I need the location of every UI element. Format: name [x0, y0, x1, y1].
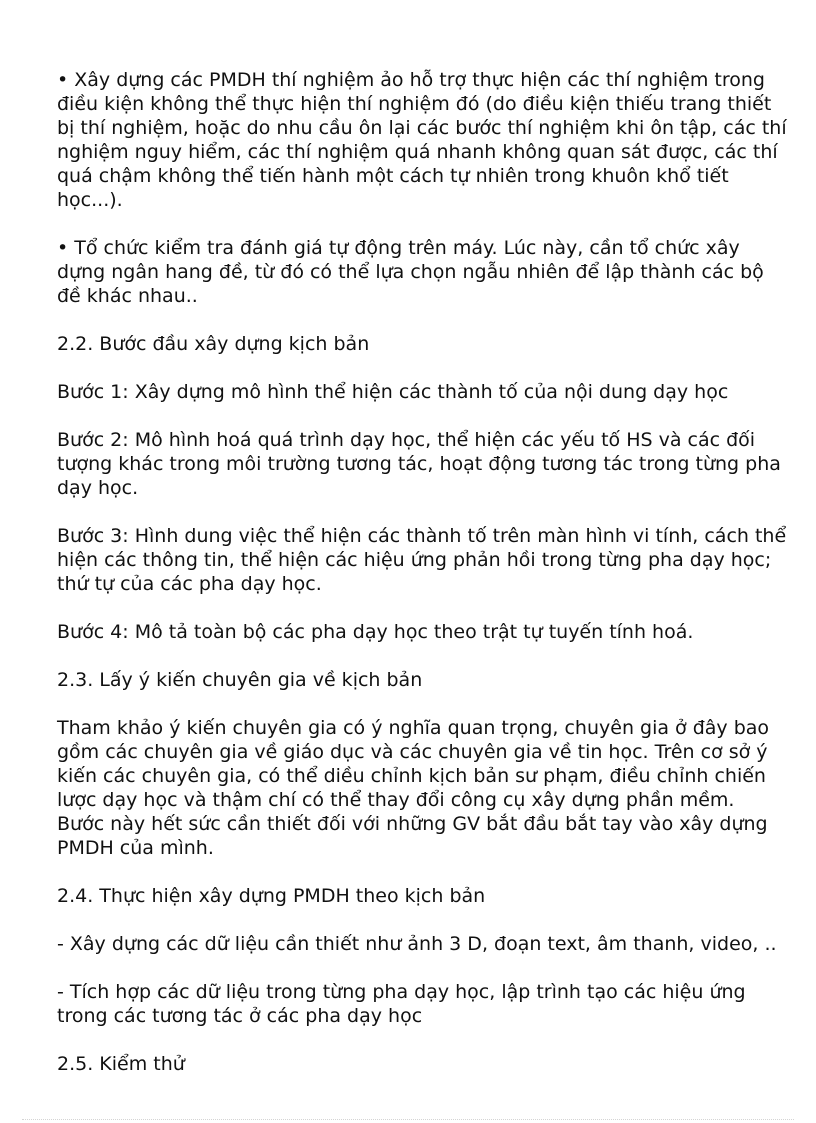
- document-page: [57, 68, 787, 1100]
- section-heading-2-4: 2.4. Thực hiện xây dựng PMDH theo kịch bản: [57, 885, 486, 907]
- section-heading-2-5: 2.5. Kiểm thử: [57, 1053, 185, 1075]
- page-bottom-divider: [22, 1119, 794, 1120]
- build-data-item: - Xây dựng các dữ liệu cần thiết như ảnh 3 D, đoạn text, âm thanh, video, ..: [57, 933, 777, 955]
- bullet-paragraph-auto-assessment: • Tổ chức kiểm tra đánh giá tự động trên máy. Lúc này, cần tổ chức xây dựng ngân hang đề, từ đó có thể lựa chọn ngẫu nhiên để lập thành các bộ đề khác nhau..: [57, 237, 764, 307]
- expert-opinion-paragraph: Tham khảo ý kiến chuyên gia có ý nghĩa quan trọng, chuyên gia ở đây bao gồm các chuyên gia về giáo dục và các chuyên gia về tin học. Trên cơ sở ý kiến các chuyên gia, có thể diều chỉnh kịch bản sư phạm, điều chỉnh chiến lược dạy học và thậm chí có thể thay đổi công cụ xây dựng phần mềm. Bước này hết sức cần thiết đối với những GV bắt đầu bắt tay vào xây dựng PMDH của mình.: [57, 717, 770, 859]
- step-3-paragraph: Bước 3: Hình dung việc thể hiện các thành tố trên màn hình vi tính, cách thể hiện các thông tin, thể hiện các hiệu ứng phản hồi trong từng pha dạy học; thứ tự của các pha dạy học.: [57, 525, 787, 595]
- bullet-paragraph-virtual-experiments: • Xây dựng các PMDH thí nghiệm ảo hỗ trợ thực hiện các thí nghiệm trong điều kiện không thể thực hiện thí nghiệm đó (do điều kiện thiếu trang thiết bị thí nghiệm, hoặc do nhu cầu ôn lại các bước thí nghiệm khi ôn tập, các thí nghiệm nguy hiểm, các thí nghiệm quá nhanh không quan sát được, các thí quá chậm không thể tiến hành một cách tự nhiên trong khuôn khổ tiết học...).: [57, 69, 787, 211]
- section-heading-2-2: 2.2. Bước đầu xây dựng kịch bản: [57, 333, 370, 355]
- section-heading-2-3: 2.3. Lấy ý kiến chuyên gia về kịch bản: [57, 669, 423, 691]
- step-2-paragraph: Bước 2: Mô hình hoá quá trình dạy học, thể hiện các yếu tố HS và các đối tượng khác trong môi trường tương tác, hoạt động tương tác trong từng pha dạy học.: [57, 429, 781, 499]
- step-4-paragraph: Bước 4: Mô tả toàn bộ các pha dạy học theo trật tự tuyến tính hoá.: [57, 621, 694, 643]
- step-1-paragraph: Bước 1: Xây dựng mô hình thể hiện các thành tố của nội dung dạy học: [57, 381, 729, 403]
- integrate-data-item: - Tích hợp các dữ liệu trong từng pha dạy học, lập trình tạo các hiệu ứng trong các tương tác ở các pha dạy học: [57, 981, 746, 1027]
